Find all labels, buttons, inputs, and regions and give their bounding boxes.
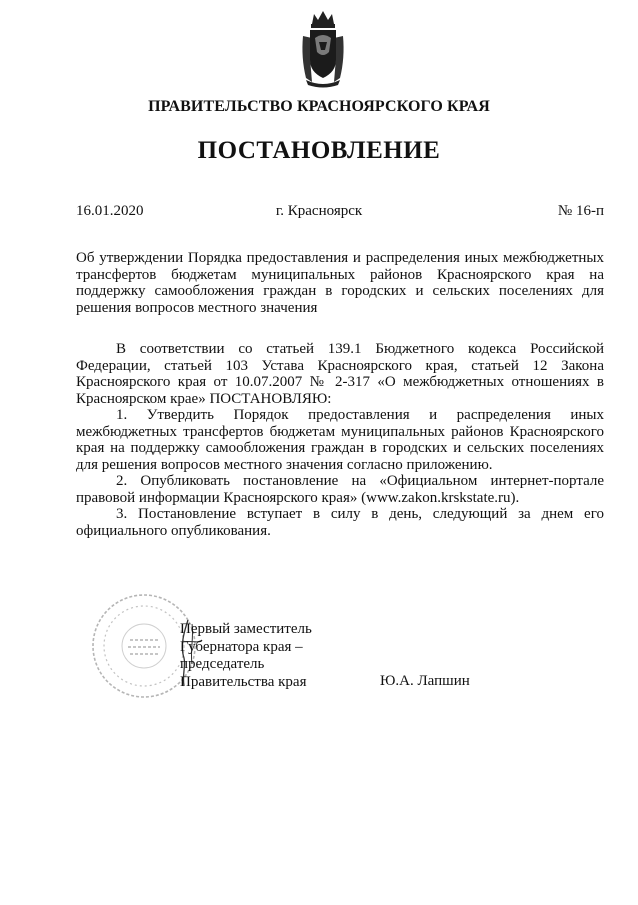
coat-of-arms-icon: [300, 8, 346, 88]
signer-position-line: председатель: [180, 656, 265, 672]
list-item: 3. Постановление вступает в силу в день, следующий за днем его официального опубликования.: [76, 506, 604, 539]
signer-position-line: Первый заместитель: [180, 621, 312, 637]
signer-position: [180, 621, 312, 691]
signer-name: Ю.А. Лапшин: [380, 673, 470, 689]
document-number: № 16-п: [557, 203, 604, 219]
document-city: г. Красноярск: [275, 203, 363, 219]
preamble-paragraph: В соответствии со статьей 139.1 Бюджетного кодекса Российской Федерации, статьей 103 Устава Красноярского края, статьей 12 Закона Красноярского края от 10.07.2007 № 2-317 «О межбюджетных отношениях в Красноярском крае» ПОСТАНОВЛЯЮ:: [76, 341, 604, 407]
signer-position-line: Губернатора края –: [180, 638, 303, 655]
document-subject: Об утверждении Порядка предоставления и распределения иных межбюджетных трансфертов бюджетам муниципальных районов Красноярского края на поддержку самообложения граждан в городских и сельских поселениях для решения вопросов местного значения: [76, 250, 604, 316]
document-body: [76, 341, 604, 539]
list-item: 2. Опубликовать постановление на «Официальном интернет-портале правовой информации Красноярского края» (www.zakon.krskstate.ru).: [76, 473, 604, 506]
document-title: ПОСТАНОВЛЕНИЕ: [197, 137, 441, 164]
list-item: 1. Утвердить Порядок предоставления и распределения иных межбюджетных трансфертов бюджетам муниципальных районов Красноярского края на поддержку самообложения граждан в городских и сельских поселениях для решения вопросов местного значения согласно приложению.: [76, 407, 604, 473]
organization-name: ПРАВИТЕЛЬСТВО КРАСНОЯРСКОГО КРАЯ: [148, 98, 490, 115]
signer-position-line: Правительства края: [180, 673, 307, 690]
document-date: 16.01.2020: [76, 203, 144, 219]
